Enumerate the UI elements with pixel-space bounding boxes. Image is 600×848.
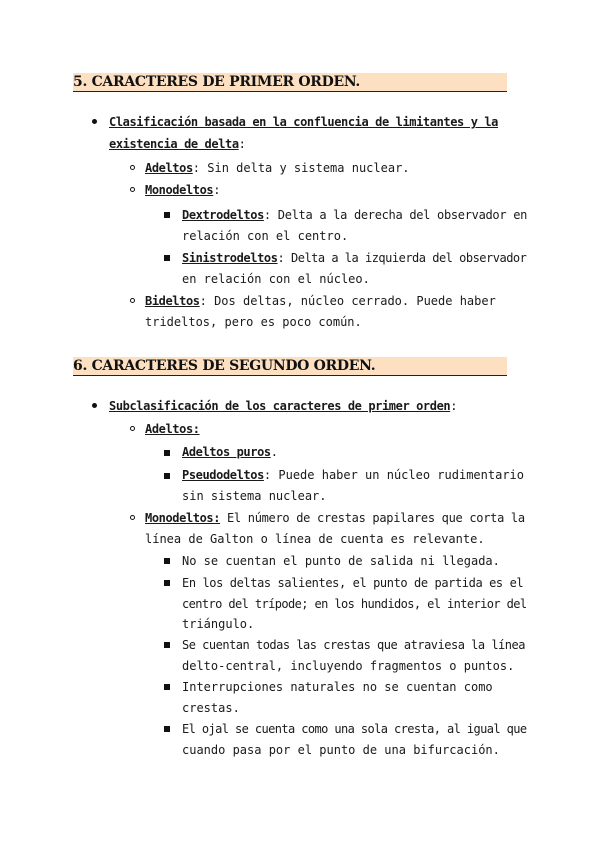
s5-adeltos-term: Adeltos (145, 161, 193, 175)
s5-adeltos-colon: : (192, 161, 201, 175)
bullet-circle-icon (130, 165, 135, 170)
s6-rule-4-line2: crestas. (182, 701, 240, 715)
bullet-square-icon (164, 450, 170, 456)
bullet-circle-icon (130, 426, 135, 431)
s6-intro-text: Subclasificación de los caracteres de primer orden (109, 399, 451, 413)
bullet-square-icon (164, 684, 170, 690)
bullet-disc-icon (92, 403, 97, 408)
s6-rule-2-line2: centro del trípode; en los hundidos, el interior del (182, 597, 527, 611)
s5-bideltos-line2: trideltos, pero es poco común. (145, 315, 362, 329)
s5-adeltos-text: Sin delta y sistema nuclear. (200, 161, 410, 175)
s6-pseudo-line1 (182, 467, 524, 483)
s6-rule-3-line1: Se cuentan todas las crestas que atraviesa la línea (182, 638, 525, 652)
s5-sinistro-text1: Delta a la izquierda del observador (284, 251, 527, 265)
s5-intro-line2 (109, 136, 246, 152)
s6-pseudo-colon: : (263, 468, 272, 482)
s6-rule-3-line2: delto-central, incluyendo fragmentos o puntos. (182, 659, 515, 673)
s6-intro (109, 398, 457, 414)
s5-dextro-term: Dextrodeltos (182, 208, 264, 222)
s6-rule-5-line2: cuando pasa por el punto de una bifurcación. (182, 743, 500, 757)
s6-puros-dot: . (270, 445, 278, 459)
s5-sinistro-line1 (182, 250, 526, 266)
bullet-circle-icon (130, 298, 135, 303)
s5-monodeltos-term: Monodeltos (145, 183, 214, 197)
s6-rule-1: No se cuentan el punto de salida ni llegada. (182, 554, 500, 568)
s5-bideltos-line1 (145, 293, 496, 309)
s5-monodeltos (145, 182, 220, 198)
bullet-disc-icon (92, 119, 97, 124)
s6-rule-5-line1: El ojal se cuenta como una sola cresta, al igual que (182, 722, 527, 736)
s5-monodeltos-colon: : (213, 183, 221, 197)
s5-dextro-line2: relación con el centro. (182, 229, 349, 243)
s5-sinistro-term: Sinistrodeltos (182, 251, 278, 265)
s6-puros-term: Adeltos puros (182, 445, 271, 459)
s6-monodeltos-text1: El número de crestas papilares que corta la (220, 511, 525, 525)
bullet-square-icon (164, 473, 170, 479)
s6-adeltos (145, 421, 200, 437)
s5-intro-colon: : (238, 137, 246, 151)
s5-dextro-colon: : (263, 208, 271, 222)
s6-rule-2-line1: En los deltas salientes, el punto de partida es el (182, 576, 524, 590)
s6-puros (182, 444, 278, 460)
s6-monodeltos-term: Monodeltos: (145, 511, 221, 525)
s6-monodeltos-line1 (145, 510, 525, 526)
s6-pseudo-line2: sin sistema nuclear. (182, 489, 327, 503)
bullet-square-icon (164, 212, 170, 218)
bullet-square-icon (164, 558, 170, 564)
s5-bideltos-text1: Dos deltas, núcleo cerrado. Puede haber (206, 294, 496, 308)
s6-pseudo-text1: Puede haber un núcleo rudimentario (271, 468, 525, 482)
s6-intro-colon: : (450, 399, 458, 413)
s5-sinistro-colon: : (277, 251, 285, 265)
s5-sinistro-line2: en relación con el núcleo. (182, 272, 370, 286)
s6-adeltos-term: Adeltos: (145, 422, 200, 436)
bullet-square-icon (164, 255, 170, 261)
s5-dextro-text1: Delta a la derecha del observador en (270, 208, 528, 222)
s5-intro-line1 (109, 114, 527, 130)
bullet-circle-icon (130, 187, 135, 192)
bullet-circle-icon (130, 515, 135, 520)
s5-dextro-line1 (182, 207, 527, 223)
s5-adeltos (145, 160, 410, 176)
section-5-heading: 5. CARACTERES DE PRIMER ORDEN. (73, 73, 507, 92)
bullet-square-icon (164, 580, 170, 586)
s5-intro-text2: existencia de delta (109, 137, 239, 151)
section-6-heading: 6. CARACTERES DE SEGUNDO ORDEN. (73, 357, 507, 376)
bullet-square-icon (164, 726, 170, 732)
bullet-square-icon (164, 642, 170, 648)
s6-pseudo-term: Pseudodeltos (182, 468, 264, 482)
s6-rule-2-line3: triángulo. (182, 617, 255, 631)
s6-rule-4-line1: Interrupciones naturales no se cuentan como (182, 680, 493, 694)
s5-intro-text1: Clasificación basada en la confluencia de limitantes y la (109, 115, 499, 129)
s6-monodeltos-line2: línea de Galton o línea de cuenta es relevante. (145, 532, 485, 546)
s5-bideltos-colon: : (199, 294, 207, 308)
s5-bideltos-term: Bideltos (145, 294, 200, 308)
